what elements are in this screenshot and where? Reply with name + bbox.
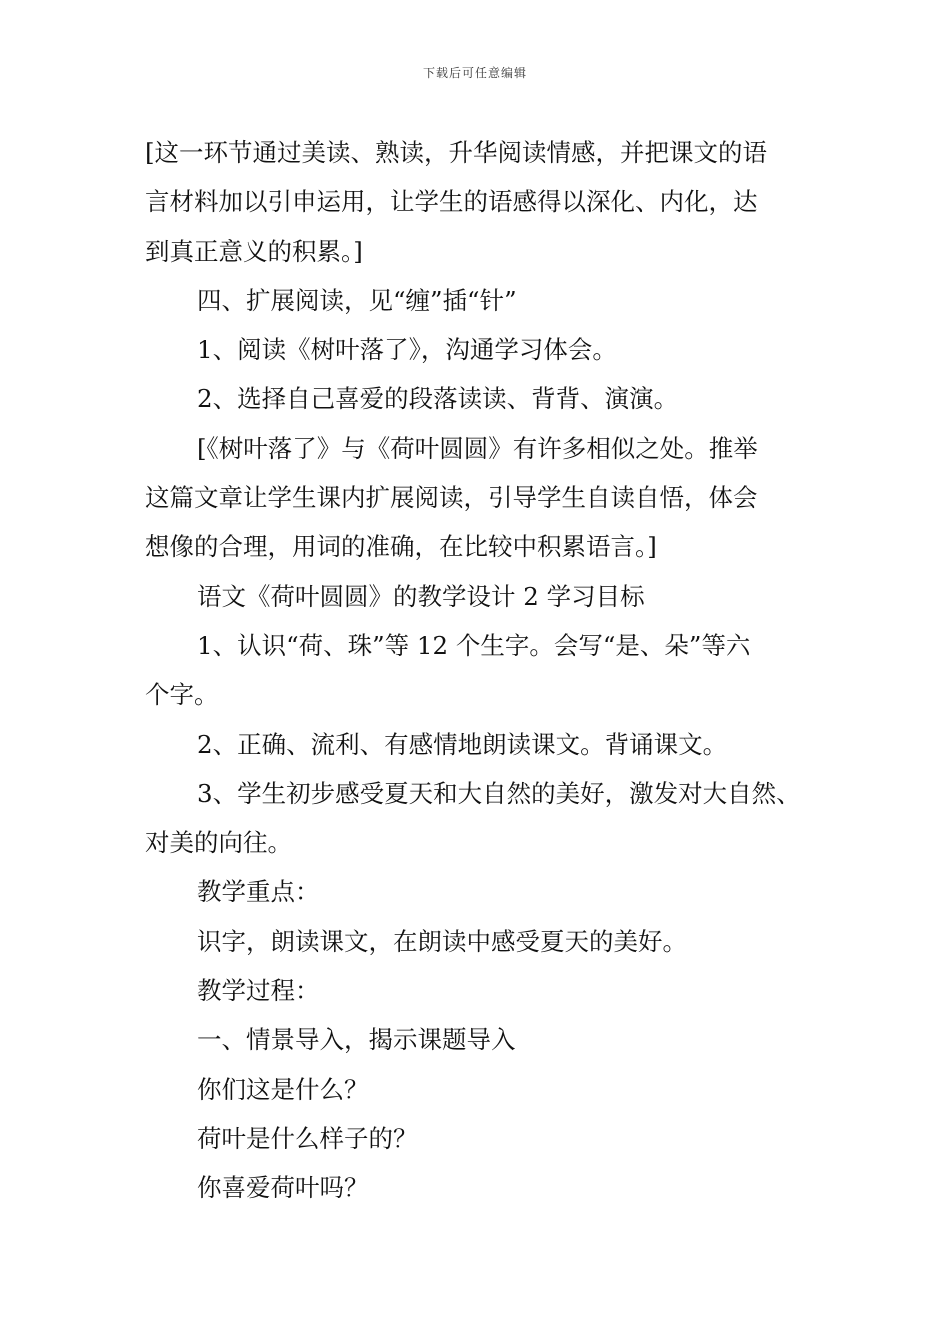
section-heading [145,867,810,916]
list-item [145,720,810,769]
paragraph-line: 2、正确、流利、有感情地朗读课文。背诵课文。 [197,729,728,759]
paragraph [145,1163,810,1212]
paragraph [145,1114,810,1163]
document-body [145,128,810,1213]
section-heading [145,276,810,325]
paragraph-line: 教学重点： [197,877,320,907]
paragraph-line: 这篇文章让学生课内扩展阅读，引导学生自读自悟，体会 [145,483,758,513]
paragraph-line: 四、扩展阅读，见“缠”插“针” [197,285,517,315]
paragraph [145,917,810,966]
paragraph-line: [《树叶落了》与《荷叶圆圆》有许多相似之处。推举 [197,433,758,463]
paragraph-line: 个字。 [145,680,219,710]
section-heading [145,1015,810,1064]
section-heading [145,572,810,621]
paragraph-line: 到真正意义的积累。] [145,236,363,266]
paragraph [145,1065,810,1114]
list-item [145,621,810,720]
paragraph-line: 言材料加以引申运用，让学生的语感得以深化、内化，达 [145,187,758,217]
paragraph-line: 你们这是什么？ [197,1074,369,1104]
paragraph-line: 2、选择自己喜爱的段落读读、背背、演演。 [197,384,679,414]
paragraph-line: 一、情景导入，揭示课题导入 [197,1025,516,1055]
paragraph-line: 3、学生初步感受夏天和大自然的美好，激发对大自然、 [197,778,801,808]
paragraph-line: 对美的向往。 [145,828,292,858]
paragraph-line: 识字，朗读课文，在朗读中感受夏天的美好。 [197,926,687,956]
paragraph-line: 想像的合理，用词的准确，在比较中积累语言。] [145,532,657,562]
section-heading [145,966,810,1015]
paragraph-line: 语文《荷叶圆圆》的教学设计 2 学习目标 [197,581,645,611]
paragraph-line: 你喜爱荷叶吗？ [197,1173,369,1203]
list-item [145,769,810,868]
list-item [145,374,810,423]
paragraph-line: [这一环节通过美读、熟读，升华阅读情感，并把课文的语 [145,138,768,167]
paragraph-line: 荷叶是什么样子的？ [197,1123,418,1153]
paragraph [145,128,810,276]
paragraph [145,424,810,572]
paragraph-line: 1、阅读《树叶落了》，沟通学习体会。 [197,335,617,365]
paragraph-line: 1、认识“荷、珠”等 12 个生字。会写“是、朵”等六 [197,630,751,660]
list-item [145,325,810,374]
paragraph-line: 教学过程： [197,976,320,1006]
page-header-note: 下载后可任意编辑 [422,66,527,80]
